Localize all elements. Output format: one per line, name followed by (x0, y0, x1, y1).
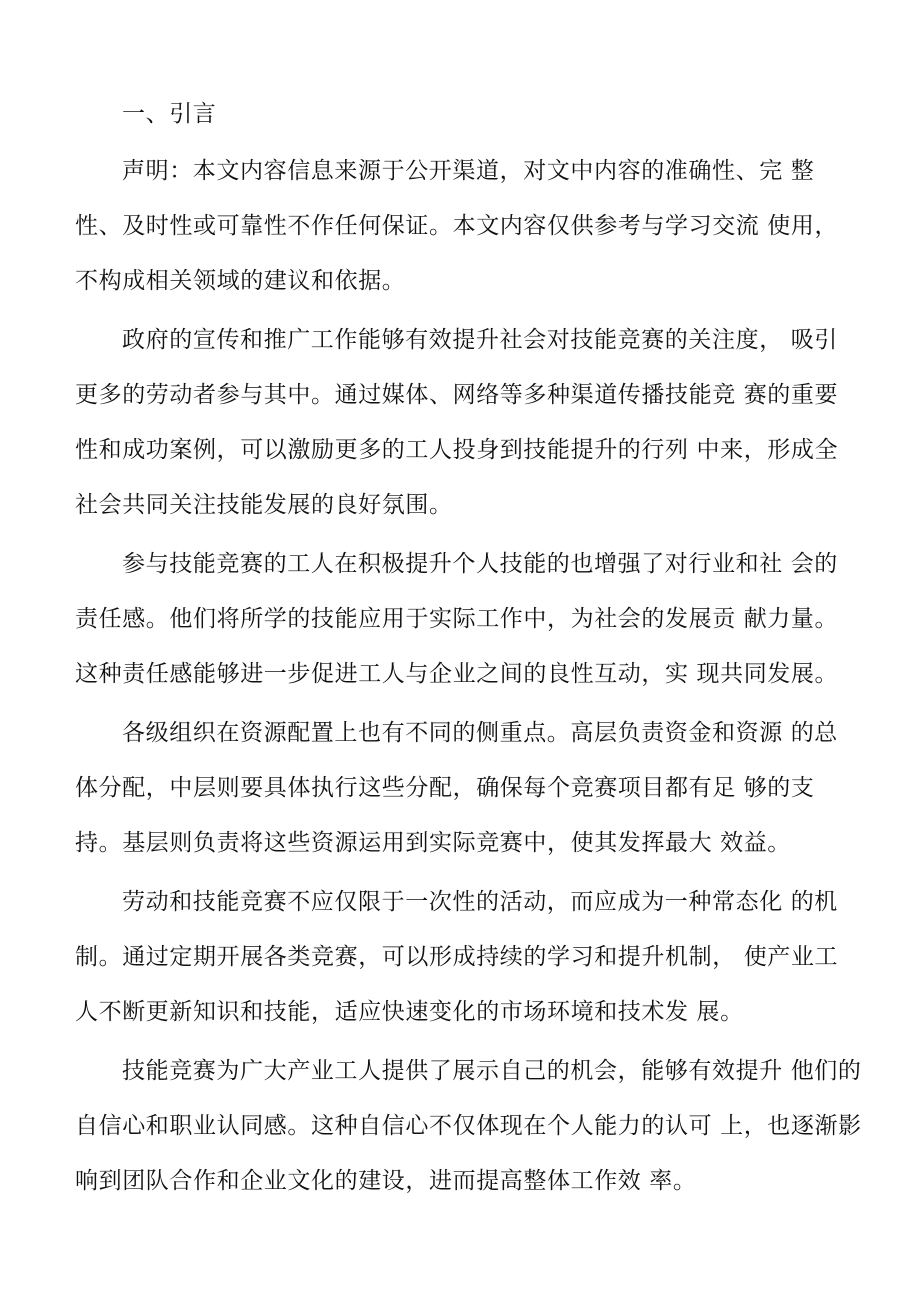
paragraph-line: 技能竞赛为广大产业工人提供了展示自己的机会，能够有效提升 他们的 (122, 1058, 862, 1084)
paragraph-line: 制。通过定期开展各类竞赛，可以形成持续的学习和提升机制， 使产业工 (75, 944, 839, 970)
paragraph-line: 责任感。他们将所学的技能应用于实际工作中，为社会的发展贡 献力量。 (75, 606, 839, 632)
paragraph-line: 自信心和职业认同感。这种自信心不仅体现在个人能力的认可 上，也逐渐影 (75, 1113, 862, 1139)
paragraph-line: 这种责任感能够进一步促进工人与企业之间的良性互动，实 现共同发展。 (75, 661, 839, 687)
paragraph-line: 持。基层则负责将这些资源运用到实际竞赛中，使其发挥最大 效益。 (75, 830, 791, 856)
paragraph-line: 性和成功案例，可以激励更多的工人投身到技能提升的行列 中来，形成全 (75, 437, 839, 463)
paragraph-line: 性、及时性或可靠性不作任何保证。本文内容仅供参考与学习交流 使用， (75, 213, 839, 239)
paragraph-line: 各级组织在资源配置上也有不同的侧重点。高层负责资金和资源 的总 (122, 720, 838, 746)
paragraph-line: 不构成相关领域的建议和依据。 (75, 268, 406, 294)
paragraph-line: 人不断更新知识和技能，适应快速变化的市场环境和技术发 展。 (75, 999, 744, 1025)
paragraph-line: 政府的宣传和推广工作能够有效提升社会对技能竞赛的关注度， 吸引 (122, 327, 838, 353)
paragraph-line: 更多的劳动者参与其中。通过媒体、网络等多种渠道传播技能竞 赛的重要 (75, 382, 839, 408)
paragraph-line: 体分配，中层则要具体执行这些分配，确保每个竞赛项目都有足 够的支 (75, 775, 815, 801)
paragraph-line: 响到团队合作和企业文化的建设，进而提高整体工作效 率。 (75, 1168, 697, 1194)
paragraph-line: 参与技能竞赛的工人在积极提升个人技能的也增强了对行业和社 会的 (122, 551, 838, 577)
paragraph-line: 社会共同关注技能发展的良好氛围。 (75, 492, 453, 518)
paragraph-line: 劳动和技能竞赛不应仅限于一次性的活动，而应成为一种常态化 的机 (122, 889, 838, 915)
paragraph-line: 声明：本文内容信息来源于公开渠道，对文中内容的准确性、完 整 (122, 158, 815, 184)
section-heading: 一、引言 (122, 101, 217, 127)
